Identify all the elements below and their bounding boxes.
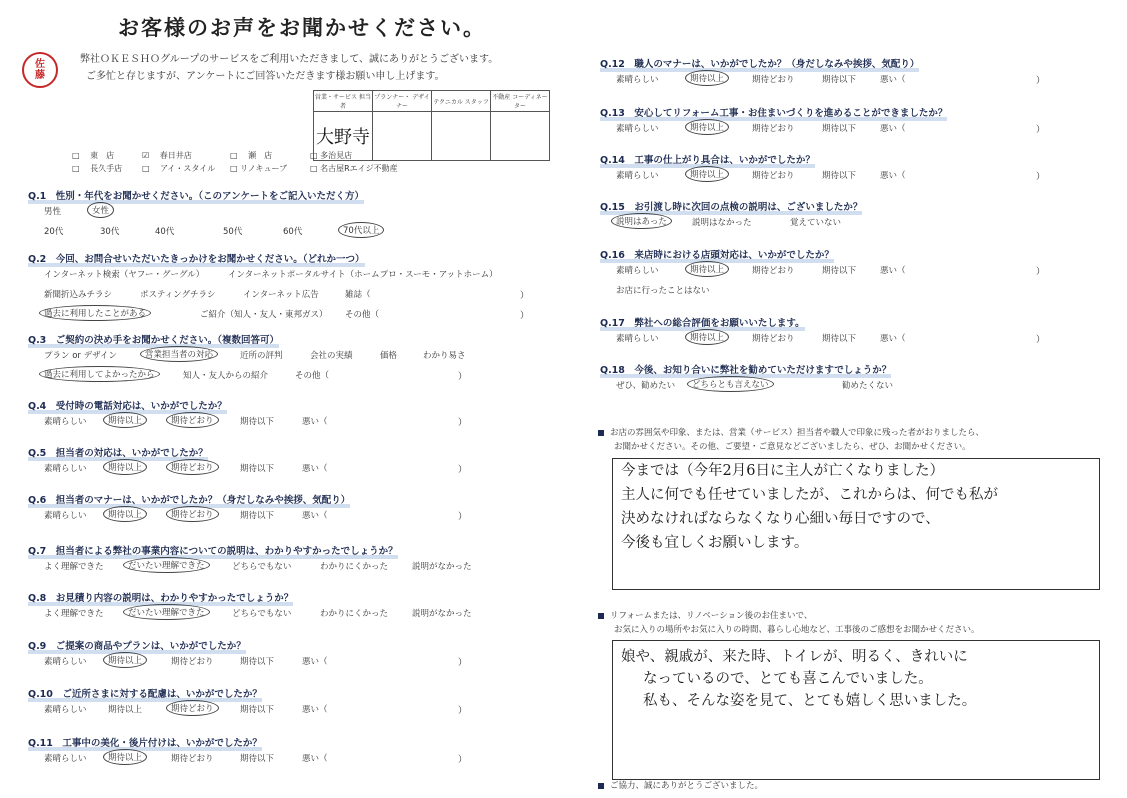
option[interactable]: 悪い（ <box>302 657 328 667</box>
option[interactable]: 悪い（ <box>880 124 906 134</box>
option[interactable]: 悪い（ <box>302 511 328 521</box>
option-selected[interactable]: 期待以上 <box>103 506 147 522</box>
option-selected[interactable]: 営業担当者の対応 <box>140 346 218 362</box>
option[interactable]: 素晴らしい <box>44 754 87 764</box>
option-selected[interactable]: 期待以上 <box>685 329 729 345</box>
intro-line-2: ご多忙と存じますが、アンケートにご回答いただきます様お願い申し上げます。 <box>86 71 445 82</box>
option[interactable]: プラン or デザイン <box>44 351 118 361</box>
option-selected[interactable]: だいたい理解できた <box>123 604 210 620</box>
question-left-9: Q.9 ご提案の商品やプランは、いかがでしたか？ <box>28 638 246 652</box>
comment2-prompt-1: リフォームまたは、リノベーション後のお住まいで、 <box>598 609 812 621</box>
option[interactable]: 価格 <box>380 351 398 361</box>
close-paren: ） <box>458 418 468 428</box>
option[interactable]: ぜひ、勧めたい <box>616 381 676 391</box>
store-option[interactable]: □ リノキューブ <box>230 164 288 173</box>
option[interactable]: 40代 <box>155 227 175 237</box>
option-selected[interactable]: 期待以上 <box>103 459 147 475</box>
staff-header: 不動産 コーディネーター <box>491 91 550 112</box>
close-paren: ） <box>458 658 468 668</box>
option[interactable]: 期待以下 <box>240 417 275 427</box>
option[interactable]: 素晴らしい <box>616 334 659 344</box>
option[interactable]: 会社の実績 <box>310 351 353 361</box>
option[interactable]: 期待以下 <box>240 705 275 715</box>
question-left-7: Q.7 担当者による弊社の事業内容についての説明は、わかりやすかったでしょうか？ <box>28 543 398 557</box>
question-right-3: Q.14 工事の仕上がり具合は、いかがでしたか？ <box>600 152 815 166</box>
option-selected[interactable]: 過去に利用したことがある <box>39 305 151 321</box>
close-paren: ） <box>1036 335 1046 345</box>
option-selected[interactable]: 期待どおり <box>166 412 219 428</box>
option[interactable]: 期待以下 <box>240 657 275 667</box>
question-left-3: Q.3 ご契約の決め手をお聞かせください。（複数回答可） <box>28 332 279 346</box>
comment1-line: 今後も宜しくお願いします。 <box>621 535 809 551</box>
comment2-line: 私も、そんな姿を見て、とても嬉しく思いました。 <box>643 693 977 709</box>
option[interactable]: 期待どおり <box>752 334 795 344</box>
option[interactable]: 50代 <box>223 227 243 237</box>
staff-name-planner <box>373 112 432 161</box>
store-option-checked[interactable]: ☑ 春日井店 <box>142 151 192 160</box>
question-right-5: Q.16 来店時における店頭対応は、いかがでしたか？ <box>600 247 834 261</box>
option[interactable]: 期待どおり <box>752 266 795 276</box>
option[interactable]: インターネット広告 <box>243 290 319 300</box>
option[interactable]: 30代 <box>100 227 120 237</box>
close-paren: ） <box>1036 125 1046 135</box>
option[interactable]: 期待以下 <box>822 124 857 134</box>
comment1-prompt-2: お聞かせください。その他、ご要望・ご意見などございましたら、ぜひ、お聞かせください。 <box>614 442 971 452</box>
option[interactable]: 悪い（ <box>880 334 906 344</box>
option[interactable]: 素晴らしい <box>616 266 659 276</box>
option[interactable]: よく理解できた <box>44 609 104 619</box>
option[interactable]: お店に行ったことはない <box>616 286 710 296</box>
option[interactable]: ご紹介（知人・友人・東邦ガス） <box>200 310 328 320</box>
option[interactable]: その他（ <box>345 310 380 320</box>
intro-line-1: 弊社ＯＫＥＳＨＯグループのサービスをご利用いただきまして、誠にありがとうございます。 <box>80 54 499 65</box>
option[interactable]: わかりにくかった <box>320 562 389 572</box>
option-selected[interactable]: 期待どおり <box>166 459 219 475</box>
option[interactable]: 期待どおり <box>171 754 214 764</box>
staff-header: プランナー・ デザイナー <box>373 91 432 112</box>
option[interactable]: 期待以下 <box>240 511 275 521</box>
option[interactable]: 悪い（ <box>302 754 328 764</box>
staff-name-technical <box>432 112 491 161</box>
store-option[interactable]: □ 東 店 <box>72 151 115 160</box>
option[interactable]: よく理解できた <box>44 562 104 572</box>
close-paren: ） <box>458 465 468 475</box>
page-title: お客様のお声をお聞かせください。 <box>118 16 486 40</box>
comment1-line: 今までは（今年2月6日に主人が亡くなりました） <box>621 463 944 479</box>
option[interactable]: ポスティングチラシ <box>140 290 216 300</box>
option[interactable]: 知人・友人からの紹介 <box>183 371 269 381</box>
option-selected[interactable]: だいたい理解できた <box>123 557 210 573</box>
close-paren: ） <box>520 291 530 301</box>
option[interactable]: 60代 <box>283 227 303 237</box>
option[interactable]: わかり易さ <box>423 351 466 361</box>
store-option[interactable]: □ アイ・スタイル <box>142 164 216 173</box>
option[interactable]: 悪い（ <box>880 75 906 85</box>
close-paren: ） <box>458 372 468 382</box>
option[interactable]: 期待以下 <box>822 266 857 276</box>
comment1-line: 主人に何でも任せていましたが、これからは、何でも私が <box>621 487 998 503</box>
question-left-4: Q.4 受付時の電話対応は、いかがでしたか？ <box>28 398 227 412</box>
comment1-line: 決めなければならなくなり心細い毎日ですので、 <box>621 511 940 527</box>
question-left-1: Q.1 性別・年代をお聞かせください。（このアンケートをご記入いただく方） <box>28 188 364 202</box>
option[interactable]: 20代 <box>44 227 64 237</box>
option-selected[interactable]: 期待以上 <box>685 70 729 86</box>
option[interactable]: 期待以下 <box>822 334 857 344</box>
option-selected[interactable]: 70代以上 <box>338 222 384 238</box>
comment2-box[interactable] <box>612 640 1100 780</box>
option[interactable]: 期待どおり <box>752 75 795 85</box>
question-left-8: Q.8 お見積り内容の説明は、わかりやすかったでしょうか？ <box>28 590 293 604</box>
option[interactable]: 素晴らしい <box>616 75 659 85</box>
option[interactable]: インターネットポータルサイト（ホームプロ・スーモ・アットホーム） <box>228 270 498 280</box>
option[interactable]: 期待どおり <box>171 657 214 667</box>
option[interactable]: 素晴らしい <box>616 171 659 181</box>
staff-header: テクニカル スタッフ <box>432 91 491 112</box>
close-paren: ） <box>458 512 468 522</box>
option[interactable]: 期待以下 <box>822 75 857 85</box>
option[interactable]: その他（ <box>295 371 330 381</box>
option[interactable]: 素晴らしい <box>44 705 87 715</box>
question-left-6: Q.6 担当者のマナーは、いかがでしたか？（身だしなみや挨拶、気配り） <box>28 492 350 506</box>
option-selected[interactable]: 説明はあった <box>611 213 672 229</box>
option[interactable]: 悪い（ <box>880 266 906 276</box>
option-selected[interactable]: 過去に利用してよかったから <box>39 366 160 382</box>
comment2-line: 娘や、親戚が、来た時、トイレが、明るく、きれいに <box>621 649 968 665</box>
option[interactable]: 期待どおり <box>752 171 795 181</box>
question-right-7: Q.18 今後、お知り合いに弊社を勧めていただけますでしょうか？ <box>600 362 891 376</box>
footer: ご協力、誠にありがとうございました。 <box>598 779 763 791</box>
comment1-box[interactable] <box>612 458 1100 590</box>
option[interactable]: 悪い（ <box>302 417 328 427</box>
option[interactable]: 素晴らしい <box>44 464 87 474</box>
option[interactable]: インターネット検索（ヤフー・グーグル） <box>44 270 205 280</box>
option-selected[interactable]: 期待どおり <box>166 506 219 522</box>
close-paren: ） <box>458 706 468 716</box>
option[interactable]: 悪い（ <box>302 705 328 715</box>
staff-header: 営業・サービス 担当者 <box>314 91 373 112</box>
comment2-prompt-2: お気に入りの場所やお気に入りの時間、暮らし心地など、工事後のご感想をお聞かせください。 <box>614 625 980 635</box>
option-selected[interactable]: 期待以上 <box>103 652 147 668</box>
seal-stamp: 佐 藤 <box>22 52 58 88</box>
option[interactable]: 悪い（ <box>880 171 906 181</box>
option[interactable]: 説明がなかった <box>412 562 472 572</box>
option[interactable]: 新聞折込みチラシ <box>44 290 113 300</box>
question-right-4: Q.15 お引渡し時に次回の点検の説明は、ございましたか？ <box>600 199 862 213</box>
store-option[interactable]: □ 瀬 店 <box>230 151 273 160</box>
option[interactable]: わかりにくかった <box>320 609 389 619</box>
question-right-6: Q.17 弊社への総合評価をお願いいたします。 <box>600 315 805 329</box>
option[interactable]: 素晴らしい <box>44 657 87 667</box>
store-option[interactable]: □ 多治見店 <box>310 151 353 160</box>
option[interactable]: 素晴らしい <box>44 511 87 521</box>
option[interactable]: 覚えていない <box>790 218 842 228</box>
option[interactable]: 素晴らしい <box>616 124 659 134</box>
option[interactable]: 説明はなかった <box>692 218 752 228</box>
question-left-11: Q.11 工事中の美化・後片付けは、いかがでしたか？ <box>28 735 262 749</box>
question-left-2: Q.2 今回、お問合せいただいたきっかけをお聞かせください。（どれか一つ） <box>28 251 365 265</box>
option-selected[interactable]: どちらとも言えない <box>687 376 774 392</box>
option[interactable]: 期待以下 <box>240 754 275 764</box>
store-option[interactable]: □ 長久手店 <box>72 164 123 173</box>
close-paren: ） <box>1036 76 1046 86</box>
option[interactable]: 近所の評判 <box>240 351 283 361</box>
option-selected[interactable]: 期待以上 <box>103 749 147 765</box>
option[interactable]: 説明がなかった <box>412 609 472 619</box>
store-option[interactable]: □ 名古屋Rエイジ不動産 <box>310 164 398 173</box>
option[interactable]: どちらでもない <box>232 562 292 572</box>
option-selected[interactable]: 期待以上 <box>103 412 147 428</box>
option[interactable]: 勧めたくない <box>842 381 894 391</box>
close-paren: ） <box>458 755 468 765</box>
close-paren: ） <box>1036 172 1046 182</box>
question-left-10: Q.10 ご近所さまに対する配慮は、いかがでしたか？ <box>28 686 262 700</box>
close-paren: ） <box>1036 267 1046 277</box>
option-selected[interactable]: 期待以上 <box>685 261 729 277</box>
option[interactable]: 素晴らしい <box>44 417 87 427</box>
option[interactable]: 期待以下 <box>240 464 275 474</box>
option[interactable]: 雑誌（ <box>345 290 371 300</box>
close-paren: ） <box>520 311 530 321</box>
staff-name-sales: 大野寺 <box>314 112 373 161</box>
option-selected[interactable]: 期待以上 <box>685 119 729 135</box>
option-selected[interactable]: 期待どおり <box>166 700 219 716</box>
option[interactable]: 期待以上 <box>108 705 143 715</box>
option[interactable]: どちらでもない <box>232 609 292 619</box>
comment2-line: なっているので、とても喜こんでいました。 <box>643 671 933 687</box>
option[interactable]: 男性 <box>44 207 62 217</box>
question-right-2: Q.13 安心してリフォーム工事・お住まいづくりを進めることができましたか？ <box>600 105 947 119</box>
question-left-5: Q.5 担当者の対応は、いかがでしたか？ <box>28 445 208 459</box>
staff-name-realestate <box>491 112 550 161</box>
option[interactable]: 期待以下 <box>822 171 857 181</box>
option[interactable]: 悪い（ <box>302 464 328 474</box>
question-right-1: Q.12 職人のマナーは、いかがでしたか？（身だしなみや挨拶、気配り） <box>600 56 919 70</box>
option-selected[interactable]: 期待以上 <box>685 166 729 182</box>
option-selected[interactable]: 女性 <box>87 202 114 218</box>
comment1-prompt-1: お店の雰囲気や印象、または、営業（サービス）担当者や職人で印象に残った者がおりましたら、 <box>598 426 984 438</box>
option[interactable]: 期待どおり <box>752 124 795 134</box>
